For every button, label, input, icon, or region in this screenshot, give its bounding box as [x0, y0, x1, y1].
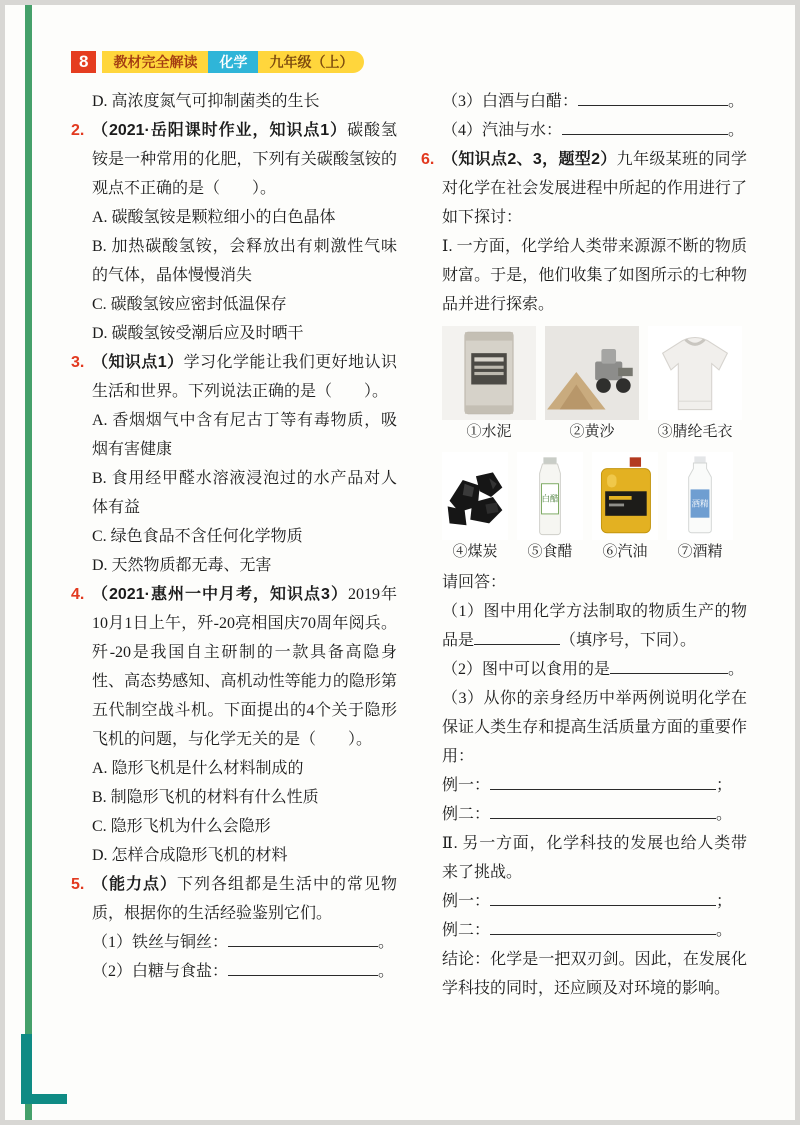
text: A. 香烟烟气中含有尼古丁等有毒物质，吸烟有害健康	[92, 412, 397, 458]
text: 结论：化学是一把双刃剑。因此，在发展化学科技的同时，还应顾及对环境的影响。	[442, 951, 747, 997]
text-line	[421, 945, 747, 1003]
question-tag: （2021·惠州一中月考，知识点3）	[92, 586, 348, 603]
answer-blank	[562, 119, 728, 135]
bottom-corner-mark-foot	[21, 1094, 67, 1104]
question	[71, 348, 397, 406]
left-column	[71, 87, 397, 1003]
text: 例一：	[442, 893, 491, 910]
question-tag: （知识点1）	[92, 354, 184, 371]
text-line	[421, 771, 747, 800]
text: 。	[716, 806, 733, 823]
right-column	[421, 87, 747, 1003]
figure-caption: ⑤食醋	[527, 544, 573, 560]
figure-caption: ①水泥	[466, 424, 512, 440]
question	[421, 145, 747, 232]
text: 例二：	[442, 806, 491, 823]
page-number: 8	[71, 51, 96, 73]
answer-blank	[610, 658, 728, 674]
text: （2）白糖与食盐：	[92, 963, 229, 980]
oil-image	[592, 452, 658, 540]
left-edge-strip	[25, 5, 32, 1120]
text: 学习化学能让我们更好地认识生活和世界。下列说法正确的是（ ）。	[92, 354, 397, 400]
text: B. 制隐形飞机的材料有什么性质	[92, 789, 319, 806]
text: 。	[378, 963, 395, 980]
vinegar-image	[517, 452, 583, 540]
text: （4）汽油与水：	[442, 122, 563, 139]
text: （3）从你的亲身经历中举两例说明化学在保证人类生存和提高生活质量方面的重要作用：	[442, 690, 747, 765]
text-line	[421, 800, 747, 829]
text: （填序号，下同）。	[560, 632, 697, 649]
text-line	[421, 116, 747, 145]
alcohol-image	[667, 452, 733, 540]
text: 例一：	[442, 777, 491, 794]
text-line	[421, 916, 747, 945]
figure-caption: ④煤炭	[452, 544, 498, 560]
text: 碳酸氢铵是一种常用的化肥，下列有关碳酸氢铵的观点不正确的是（ ）。	[92, 122, 397, 197]
text-line	[421, 568, 747, 597]
text-line	[71, 319, 397, 348]
svg-text:酒精: 酒精	[691, 498, 709, 509]
figure-caption: ⑦酒精	[677, 544, 723, 560]
text-line	[421, 87, 747, 116]
text: Ⅰ. 一方面，化学给人类带来源源不断的物质财富。于是，他们收集了如图所示的七种物品并进行探索。	[442, 238, 747, 313]
text-line	[71, 957, 397, 986]
text-line	[421, 829, 747, 887]
text: 2019年10月1日上午，歼-20亮相国庆70周年阅兵。歼-20是我国自主研制的一款具备高隐身性、高态势感知、高机动性等能力的隐形第五代制空战斗机。下面提出的4个关于隐形飞机的问题，与化学无关的是（ ）。	[92, 586, 397, 748]
figure-row	[421, 326, 747, 445]
header-ribbon	[102, 51, 364, 73]
text-line	[71, 928, 397, 957]
subject-label: 化学	[208, 51, 258, 73]
question-text	[442, 145, 747, 232]
question-tag: （能力点）	[92, 876, 177, 893]
question-text	[92, 870, 397, 928]
question-text	[92, 116, 397, 203]
answer-blank	[490, 774, 716, 790]
question	[71, 116, 397, 203]
text-line	[71, 841, 397, 870]
text-line	[71, 290, 397, 319]
text: D. 碳酸氢铵受潮后应及时晒干	[92, 325, 304, 342]
text: D. 天然物质都无毒、无害	[92, 557, 272, 574]
answer-blank	[490, 919, 716, 935]
answer-blank	[474, 629, 560, 645]
svg-text:白醋: 白醋	[541, 493, 559, 504]
sweater-image	[648, 326, 742, 420]
text-line	[421, 232, 747, 319]
text-line	[421, 655, 747, 684]
text: A. 隐形飞机是什么材料制成的	[92, 760, 304, 777]
workbook-page	[5, 5, 795, 1120]
cement-figure	[442, 326, 536, 445]
text-line	[71, 754, 397, 783]
text: 下列各组都是生活中的常见物质，根据你的生活经验鉴别它们。	[92, 876, 397, 922]
answer-blank	[490, 803, 716, 819]
sand-figure	[545, 326, 639, 445]
text: （3）白酒与白醋：	[442, 93, 579, 110]
text: C. 碳酸氢铵应密封低温保存	[92, 296, 287, 313]
text: B. 食用经甲醛水溶液浸泡过的水产品对人体有益	[92, 470, 397, 516]
text: 九年级某班的同学对化学在社会发展进程中所起的作用进行了如下探讨：	[442, 151, 747, 226]
text: B. 加热碳酸氢铵，会释放出有刺激性气味的气体，晶体慢慢消失	[92, 238, 397, 284]
text-line	[71, 87, 397, 116]
text-line	[421, 597, 747, 655]
text-line	[71, 232, 397, 290]
text: 。	[728, 122, 745, 139]
vinegar-figure	[517, 452, 583, 565]
oil-figure	[592, 452, 658, 565]
text-line	[421, 684, 747, 771]
figure-caption: ⑥汽油	[602, 544, 648, 560]
text: ；	[716, 893, 733, 910]
cement-image	[442, 326, 536, 420]
sand-image	[545, 326, 639, 420]
question-number: 4.	[71, 586, 85, 603]
text: 。	[728, 661, 745, 678]
sweater-figure	[648, 326, 742, 445]
series-title: 教材完全解读	[102, 51, 208, 73]
text-line	[71, 406, 397, 464]
question-tag: （知识点2、3，题型2）	[442, 151, 617, 168]
text-line	[71, 522, 397, 551]
text: ；	[716, 777, 733, 794]
text: C. 绿色食品不含任何化学物质	[92, 528, 303, 545]
coal-image	[442, 452, 508, 540]
text: D. 高浓度氮气可抑制菌类的生长	[92, 93, 320, 110]
question-number: 6.	[421, 151, 435, 168]
text: C. 隐形飞机为什么会隐形	[92, 818, 271, 835]
question-tag: （2021·岳阳课时作业，知识点1）	[92, 122, 348, 139]
question-text	[92, 348, 397, 406]
text: A. 碳酸氢铵是颗粒细小的白色晶体	[92, 209, 336, 226]
text: 。	[728, 93, 745, 110]
grade-label: 九年级（上）	[258, 51, 364, 73]
question-number: 2.	[71, 122, 85, 139]
question	[71, 580, 397, 754]
alcohol-figure	[667, 452, 733, 565]
text: 例二：	[442, 922, 491, 939]
text: 。	[716, 922, 733, 939]
text-line	[71, 812, 397, 841]
text: 。	[378, 934, 395, 951]
question	[71, 870, 397, 928]
figure-caption: ②黄沙	[569, 424, 615, 440]
question-number: 5.	[71, 876, 85, 893]
answer-blank	[228, 931, 378, 947]
answer-blank	[228, 960, 378, 976]
text: （1）铁丝与铜丝：	[92, 934, 229, 951]
text-line	[421, 887, 747, 916]
answer-blank	[578, 90, 728, 106]
figure-caption: ③腈纶毛衣	[657, 424, 733, 440]
coal-figure	[442, 452, 508, 565]
text-line	[71, 783, 397, 812]
question-text	[92, 580, 397, 754]
answer-blank	[490, 890, 716, 906]
content-columns	[71, 87, 747, 1003]
figure-row	[421, 452, 747, 565]
text-line	[71, 551, 397, 580]
text: （2）图中可以食用的是	[442, 661, 611, 678]
text-line	[71, 203, 397, 232]
text: （1）图中用化学方法制取的物质生产的物品是	[442, 603, 747, 649]
text: D. 怎样合成隐形飞机的材料	[92, 847, 288, 864]
text: Ⅱ. 另一方面，化学科技的发展也给人类带来了挑战。	[442, 835, 747, 881]
text-line	[71, 464, 397, 522]
question-number: 3.	[71, 354, 85, 371]
page-header	[71, 51, 747, 73]
text: 请回答：	[442, 574, 507, 591]
